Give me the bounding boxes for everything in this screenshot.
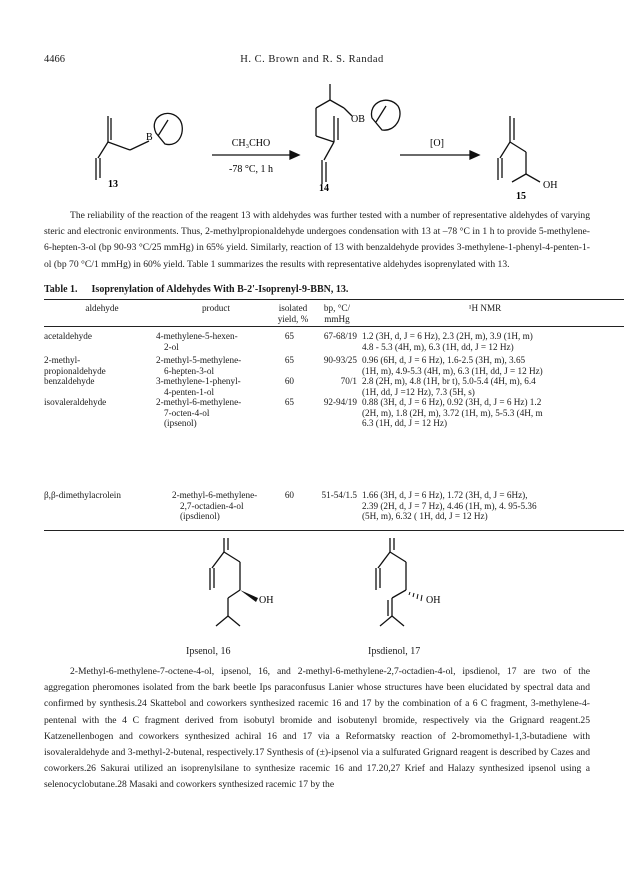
header-yield: isolated yield, % bbox=[277, 303, 309, 324]
running-head: H. C. Brown and R. S. Randad bbox=[240, 54, 384, 65]
row1-product: 4-methylene-5-hexen- 2-ol bbox=[156, 331, 238, 352]
row3-nmr: 2.8 (2H, m), 4.8 (1H, br t), 5.0-5.4 (4H, m), 6.4 (1H, dd, J =12 Hz), 7.3 (5H, s) bbox=[362, 376, 536, 397]
header-bp: bp, °C/ mmHg bbox=[323, 303, 351, 324]
row5-aldehyde: β,β-dimethylacrolein bbox=[44, 490, 121, 500]
compound-13-structure bbox=[96, 113, 182, 180]
table-caption bbox=[44, 284, 604, 295]
row4-yield: 65 bbox=[284, 397, 294, 407]
table-bottom-rule bbox=[44, 530, 624, 531]
boron-atom-label: B bbox=[146, 132, 153, 143]
row2-nmr: 0.96 (6H, d, J = 6 Hz), 1.6-2.5 (3H, m), 3.65 (1H, m), 4.9-5.3 (4H, m), 6.3 (1H, dd, J = 12 Hz) bbox=[362, 355, 543, 376]
compound-15-structure bbox=[498, 116, 540, 182]
ob-atom-label: OB bbox=[351, 114, 365, 125]
row1-bp: 67-68/19 bbox=[323, 331, 357, 341]
row3-yield: 60 bbox=[284, 376, 294, 386]
row3-bp: 70/1 bbox=[340, 376, 357, 386]
row5-nmr: 1.66 (3H, d, J = 6 Hz), 1.72 (3H, d, J = 6Hz), 2.39 (2H, d, J = 7 Hz), 4.46 (1H, m), 4. 95-5.36 (5H, m), 6.32 ( 1H, dd, J = 12 Hz) bbox=[362, 490, 537, 522]
header-nmr: ¹H NMR bbox=[468, 303, 502, 313]
table-header-rule bbox=[44, 326, 624, 327]
ipsenol-caption: Ipsenol, 16 bbox=[186, 646, 231, 657]
row4-aldehyde: isovaleraldehyde bbox=[44, 397, 107, 407]
page-number: 4466 bbox=[44, 54, 65, 65]
pheromone-structures bbox=[0, 538, 624, 670]
table-caption-text: Isoprenylation of Aldehydes With B-2'-Isoprenyl-9-BBN, 13. bbox=[91, 284, 349, 295]
arrow1-conditions: -78 °C, 1 h bbox=[229, 164, 273, 175]
row1-aldehyde: acetaldehyde bbox=[44, 331, 92, 341]
compound-14-label: 14 bbox=[319, 183, 329, 194]
oh-atom-label: OH bbox=[543, 180, 558, 191]
row5-product: 2-methyl-6-methylene- 2,7-octadien-4-ol (ipsdienol) bbox=[172, 490, 258, 522]
row4-nmr: 0.88 (3H, d, J = 6 Hz), 0.92 (3H, d, J = 6 Hz) 1.2 (2H, m), 1.8 (2H, m), 3.72 (1H, m), 5-5.3 (4H, m 6.3 (1H, dd, J = 12 Hz) bbox=[362, 397, 543, 429]
arrow1-reagent: CH₃CHO bbox=[231, 138, 271, 149]
table-top-rule bbox=[44, 299, 624, 300]
compound-15-label: 15 bbox=[516, 191, 526, 202]
table-caption-label: Table 1. bbox=[44, 284, 78, 295]
compound-14-structure bbox=[316, 84, 400, 184]
reaction-scheme bbox=[0, 78, 624, 208]
row3-aldehyde: benzaldehyde bbox=[44, 376, 95, 386]
row1-yield: 65 bbox=[284, 331, 294, 341]
row2-product: 2-methyl-5-methylene- 6-hepten-3-ol bbox=[156, 355, 242, 376]
ipsdienol-caption: Ipsdienol, 17 bbox=[368, 646, 421, 657]
arrow2-reagent: [O] bbox=[430, 138, 444, 149]
row5-yield: 60 bbox=[284, 490, 294, 500]
header-aldehyde: aldehyde bbox=[85, 303, 119, 313]
row1-nmr: 1.2 (3H, d, J = 6 Hz), 2.3 (2H, m), 3.9 (1H, m) 4.8 - 5.3 (4H, m), 6.3 (1H, dd, J = 12 Hz) bbox=[362, 331, 533, 352]
ipsenol-structure bbox=[210, 538, 240, 626]
paragraph-1: The reliability of the reaction of the reagent 13 with aldehydes was further tested with a number of representative aldehydes of varying steric and electronic environments. Thus, 2-methylpropionaldehyde undergoes condensation with 13 at –78 °C in 1 h to provide 5-methylene-6-hepten-3-ol (bp 90-93 °C/25 mmHg) in 65% yield. Similarly, reaction of 13 with benzaldehyde provides 3-methylene-1-phenyl-4-penten-1-ol (bp 70 °C/1 mmHg) in 60% yield. Table 1 summarizes the results with representative aldehydes isoprenylated with 13. bbox=[44, 210, 590, 270]
compound-13-label: 13 bbox=[108, 179, 118, 190]
row5-bp: 51-54/1.5 bbox=[321, 490, 357, 500]
ipsdienol-oh-label: OH bbox=[426, 595, 441, 606]
row2-yield: 65 bbox=[284, 355, 294, 365]
header-product: product bbox=[201, 303, 231, 313]
paragraph-2: 2-Methyl-6-methylene-7-octene-4-ol, ipsenol, 16, and 2-methyl-6-methylene-2,7-octadien-4-ol, ipsdienol, 17 are two of the aggregation pheromones isolated from the bark beetle Ips paraconfusus Lanier whose structures have been elucidated by spectral data and confirmed by synthesis.24 Skattebol and coworkers synthesized racemic 16 and 17 by the combination of a 6 C fragment, 3-methylene-4-pentenal with the 4 C fragment derived from isobutyl bromide and isobutenyl bromide, respectively via the Grignard reagent.25 Katzenellenbogen and coworkers synthesized achiral 16 and 17 via a Reformatsky reaction of 2-bromomethyl-1,3-butadiene with isovaleraldehyde and 3-methyl-2-butenal, respectively.17 Synthesis of (±)-ipsenol via a sulfurated Grignard reagent is described by Cazes and coworkers.26 Sakurai utilized an isoprenylsilane to synthesize racemic 16 and 17.20,27 Krief and Halazy synthesized ipsenol using a selenocyclobutane.28 Masaki and coworkers synthesized racemic 17 by the bbox=[44, 666, 590, 791]
ipsdienol-structure bbox=[376, 538, 406, 626]
row2-aldehyde: 2-methyl- propionaldehyde bbox=[44, 355, 106, 376]
row4-product: 2-methyl-6-methylene- 7-octen-4-ol (ipsenol) bbox=[156, 397, 242, 429]
row2-bp: 90-93/25 bbox=[323, 355, 357, 365]
row3-product: 3-methylene-1-phenyl- 4-penten-1-ol bbox=[156, 376, 241, 397]
row4-bp: 92-94/19 bbox=[323, 397, 357, 407]
ipsenol-oh-label: OH bbox=[259, 595, 274, 606]
